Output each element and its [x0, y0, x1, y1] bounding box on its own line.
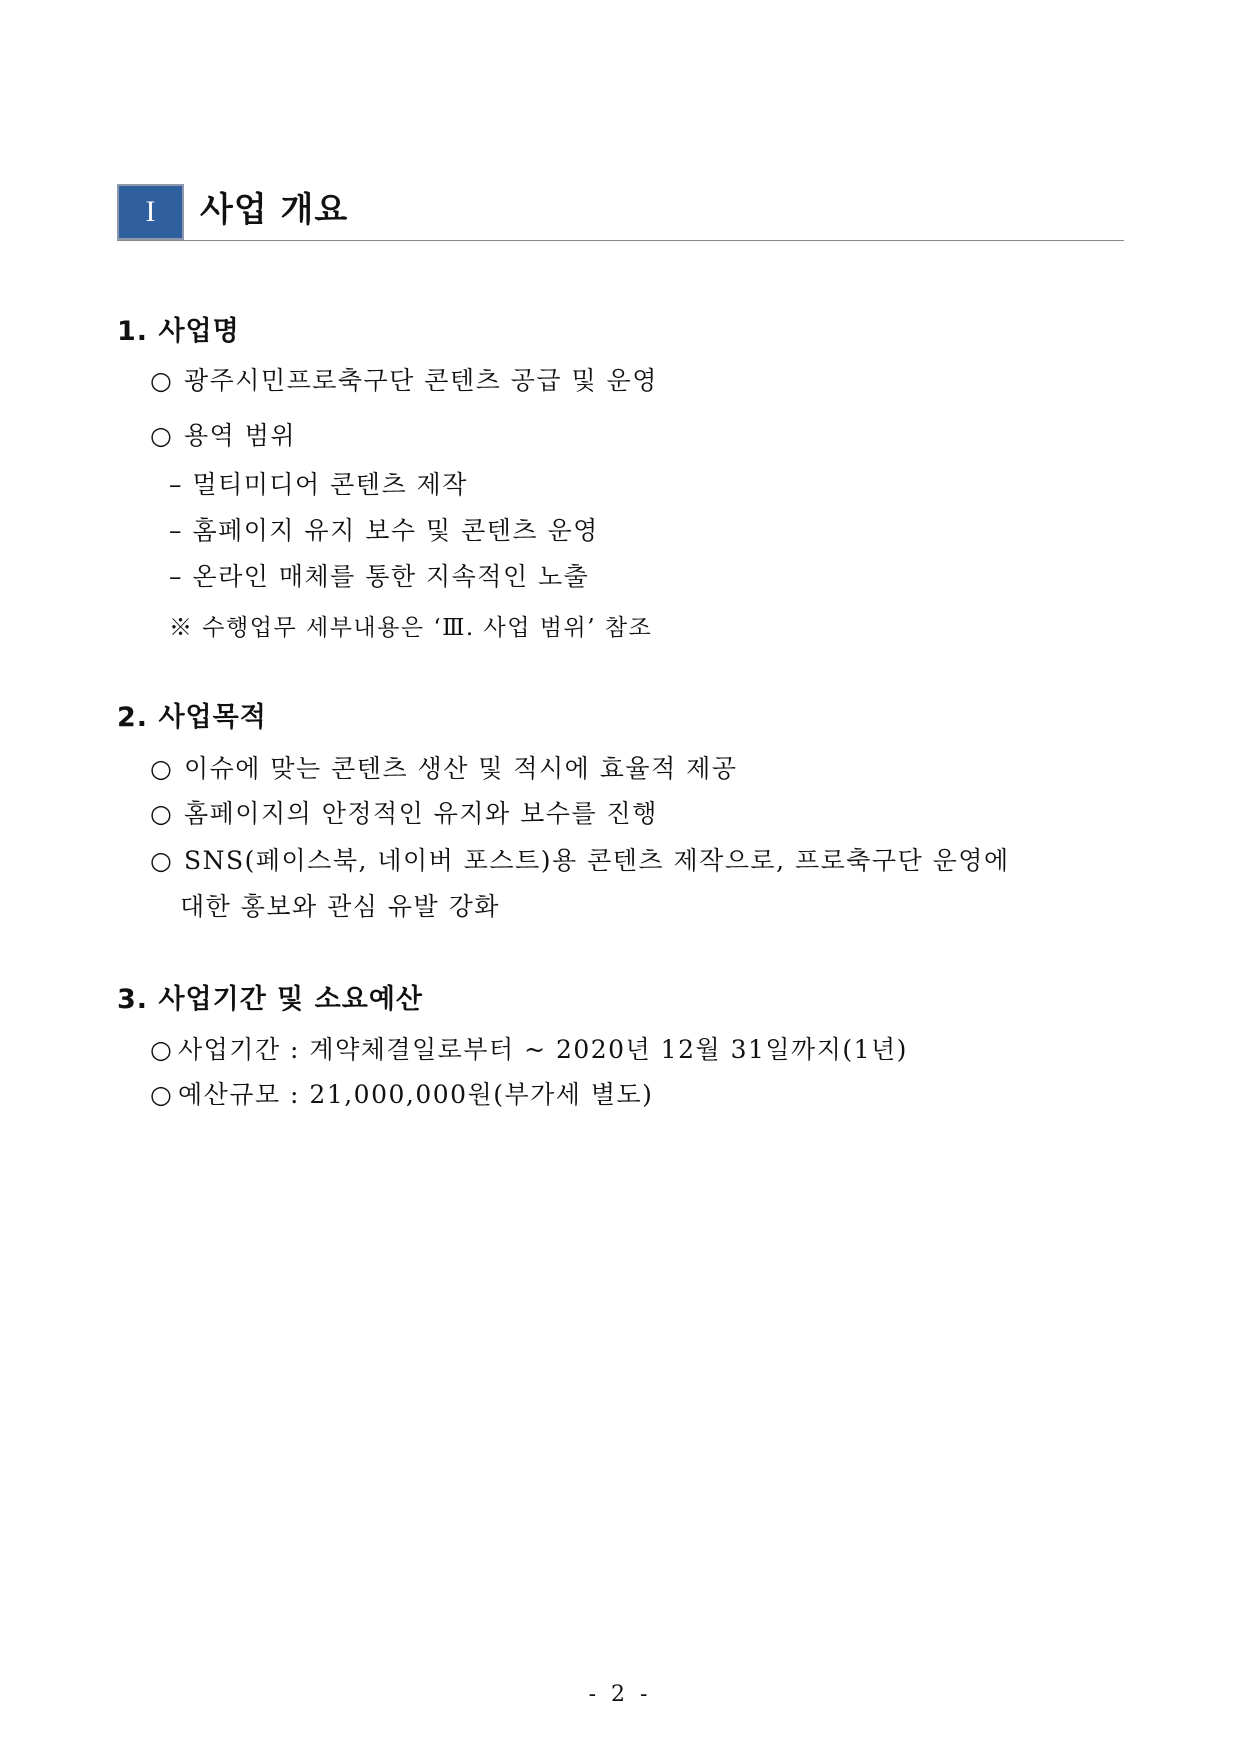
page-number: - 2 - — [588, 1682, 652, 1707]
list-item-text: 홈페이지의 안정적인 유지와 보수를 진행 — [184, 799, 658, 828]
list-item-text: 용역 범위 — [184, 421, 297, 450]
list-item-text: 사업기간 : 계약체결일로부터 ~ 2020년 12월 31일까지(1년) — [178, 1035, 908, 1064]
bullet-icon: ○ — [150, 1035, 174, 1064]
bullet-icon: ○ — [150, 421, 174, 450]
list-item-continuation: 대한 홍보와 관심 유발 강화 — [180, 892, 500, 921]
bullet-icon: ○ — [150, 366, 174, 395]
bullet-icon: ○ — [150, 799, 174, 828]
chapter-title: 사업 개요 — [200, 190, 349, 230]
sub-list-item: – 홈페이지 유지 보수 및 콘텐츠 운영 — [169, 516, 599, 545]
section-heading-1: 1. 사업명 — [117, 316, 240, 347]
section-heading-3: 3. 사업기간 및 소요예산 — [117, 984, 423, 1015]
sub-list-item: – 온라인 매체를 통한 지속적인 노출 — [169, 562, 590, 591]
bullet-icon: ○ — [150, 1080, 174, 1109]
list-item-text: 예산규모 : 21,000,000원(부가세 별도) — [178, 1080, 654, 1109]
reference-note: ※ 수행업무 세부내용은 ‘Ⅲ. 사업 범위’ 참조 — [169, 615, 653, 641]
list-item-text: 광주시민프로축구단 콘텐츠 공급 및 운영 — [184, 366, 658, 395]
list-item — [150, 419, 296, 453]
list-item-text: 이슈에 맞는 콘텐츠 생산 및 적시에 효율적 제공 — [184, 754, 738, 783]
list-item — [150, 1078, 653, 1112]
chapter-number-box: I — [117, 184, 184, 240]
list-item-text: SNS(페이스북, 네이버 포스트)용 콘텐츠 제작으로, 프로축구단 운영에 — [184, 846, 1010, 875]
section-heading-2: 2. 사업목적 — [117, 702, 267, 733]
list-item — [150, 364, 658, 398]
list-item — [150, 752, 737, 786]
list-item — [150, 797, 658, 831]
sub-list-item: – 멀티미디어 콘텐츠 제작 — [169, 470, 468, 499]
bullet-icon: ○ — [150, 754, 174, 783]
bullet-icon: ○ — [150, 846, 174, 875]
list-item — [150, 1033, 908, 1067]
list-item — [150, 844, 1010, 878]
chapter-divider — [117, 240, 1124, 241]
